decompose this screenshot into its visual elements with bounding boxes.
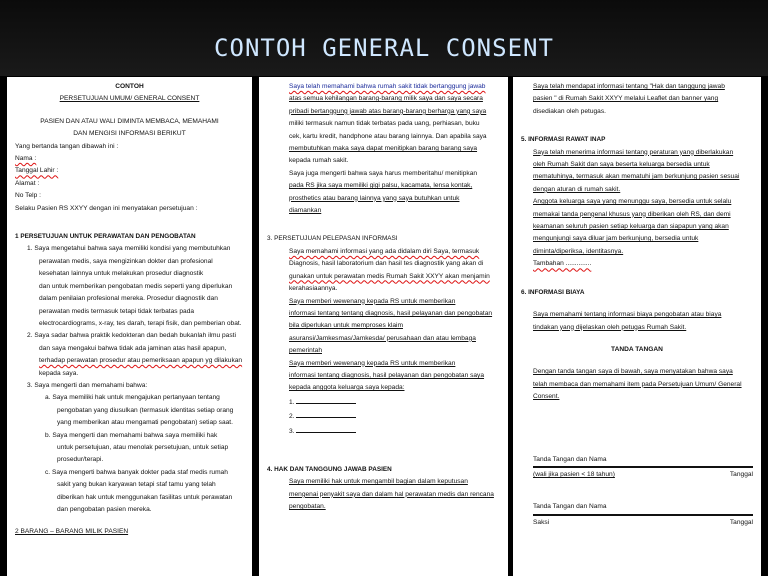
signature-block-1 <box>521 454 753 482</box>
text-line: disediakan oleh petugas. <box>533 107 606 115</box>
text-line: oleh Rumah Sakit dan saya beserta keluarga bersedia untuk <box>533 161 710 169</box>
text-line: miliki termasuk namun tidak terbatas pada uang, perhiasan, buku <box>289 120 480 128</box>
list-number: 3. <box>289 427 295 435</box>
signature-row <box>533 515 753 529</box>
list-number: 1. <box>289 398 295 406</box>
paragraph-signature <box>521 366 753 403</box>
text-line: informasi tentang diagnosis, hasil pelayanan dan pengobatan saya <box>289 371 485 379</box>
text-line: mengenai penyakit saya dan dalam hal perawatan medis dan rencana <box>289 490 494 498</box>
list-item <box>289 409 500 423</box>
paragraph-release <box>267 246 500 296</box>
list-item <box>289 424 500 438</box>
doc-header: CONTOH <box>115 83 144 90</box>
signature-label: (wali jika pasien < 18 tahun) <box>533 470 615 478</box>
text-line: Diagnosis, hasil laboratorium dan hasil tes diagnostik yang akan di <box>289 260 484 268</box>
document-page-2 <box>259 77 508 576</box>
date-label: Tanggal <box>729 518 753 526</box>
text-line: Saya memberi wewenang kepada RS untuk memberikan <box>289 359 456 367</box>
text-line: kepada anggota keluarga saya kepada: <box>289 384 405 392</box>
text-line: pribadi bertanggung jawab atas barang-barang berharga yang saya <box>289 107 487 115</box>
text-line: bila diperlukan untuk memproses klaim <box>289 322 403 330</box>
field-tanggal-lahir: Tanggal Lahir : <box>15 167 59 175</box>
text-line: membutuhkan maka saya dapat menitipkan barang barang saya <box>289 145 478 153</box>
paragraph-1 <box>15 243 244 330</box>
text-line: telah membaca dan memahami item pada Persetujuan Umum/ General <box>533 380 742 388</box>
text-line: perawatan medis, saya mengizinkan dokter dan profesional <box>39 257 213 265</box>
family-list <box>267 395 500 438</box>
paragraph-belongings <box>267 81 500 168</box>
text-line: yang memberikan atau mengamati pengobatan) setiap saat. <box>57 419 233 427</box>
text-line: Saya telah menerima informasi tentang peraturan yang diberlakukan <box>533 148 734 156</box>
text-line: diberikan hak untuk menggunakan fasilitas untuk perawatan <box>57 493 233 501</box>
text-line: diminta/diperiksa, identitasnya. <box>533 247 624 255</box>
text-line: kerahasiaannya. <box>289 285 338 293</box>
intro-line: DAN MENGISI INFORMASI BERIKUT <box>73 130 186 138</box>
paragraph-authority-2 <box>267 358 500 395</box>
text-line: kepada saya. <box>39 369 79 377</box>
text-line: pasien " di Rumah Sakit XXYY melalui Leaflet dan banner yang <box>533 95 719 103</box>
field-selaku: Selaku Pasien RS XXYY dengan ini menyatakan persetujuan : <box>15 204 198 212</box>
text-line: dengan aturan di rumah sakit. <box>533 185 621 193</box>
list-number: 2. <box>289 413 295 421</box>
paragraph-3: 3. Saya mengerti dan memahami bahwa: <box>27 381 148 389</box>
text-line: untuk persetujuan, atau menolak persetujuan, untuk setiap <box>57 443 229 451</box>
text-line: tindakan yang dijelaskan oleh petugas Rumah Sakit. <box>533 323 687 331</box>
paragraph-cost <box>521 309 753 334</box>
document-page-3 <box>513 77 761 576</box>
text-line: dalam penilaian profesional mereka. Prosedur diagnostik dan <box>39 295 218 303</box>
paragraph-3a <box>15 392 244 429</box>
text-line: asuransi/Jamkesmas/Jamkesda/ perusahaan dan atau lembaga <box>289 334 476 342</box>
paragraph-leaflet <box>521 81 753 118</box>
text-line: pengobatan. <box>289 503 326 511</box>
signed-statement: Yang bertanda tangan dibawah ini : <box>15 142 119 150</box>
text-line: pengobatan yang diusulkan (termasuk identitas setiap orang <box>57 406 234 414</box>
paragraph-valuables <box>267 168 500 218</box>
text-line: Saya telah mendapat informasi tentang "Hak dan tanggung jawab <box>533 83 725 90</box>
document-page-1 <box>7 77 252 576</box>
blank-line <box>296 424 356 433</box>
signature-title: Tanda Tangan dan Nama <box>533 454 753 467</box>
text-line: Saya memberi wewenang kepada RS untuk memberikan <box>289 297 456 305</box>
section-heading: 5. INFORMASI RAWAT INAP <box>521 136 606 144</box>
text-line: terhadap perawatan prosedur atau pemeriksaan apapun yg dilakukan <box>39 357 243 365</box>
section-heading: 4. HAK DAN TANGGUNG JAWAB PASIEN <box>267 465 392 473</box>
signature-block-2 <box>521 501 753 529</box>
text-line: dan saya mengakui bahwa tidak ada jaminan atas hasil apapun, <box>39 344 227 352</box>
text-line: diamankan <box>289 207 322 215</box>
paragraph-inpatient <box>521 147 753 197</box>
field-alamat: Alamat : <box>15 179 40 187</box>
text-line: keamanan seluruh pasien setiap keluarga dan siapapun yang akan <box>533 223 729 231</box>
text-line: dan untuk memberikan pengobatan medis seperti yang diperlukan <box>39 282 233 290</box>
blank-line <box>296 409 356 418</box>
text-line: Saya memahami informasi yang ada didalam diri Saya, termasuk <box>289 247 480 255</box>
text-line: mematuhinya, termasuk akan mematuhi jam berkunjung pasien sesuai <box>533 173 740 181</box>
slide-title: CONTOH GENERAL CONSENT <box>214 34 554 62</box>
text-line: Anggota keluarga saya yang menunggu saya, bersedia untuk selalu <box>533 198 732 206</box>
text-line: Consent. <box>533 393 560 401</box>
text-line: pada RS jika saya memiliki gigi palsu, kacamata, lensa kontak, <box>289 182 473 190</box>
signature-title: Tanda Tangan dan Nama <box>533 501 753 514</box>
text-line: Dengan tanda tangan saya di bawah, saya menyatakan bahwa saya <box>533 368 733 376</box>
paragraph-2 <box>15 330 244 380</box>
intro-line: PASIEN DAN ATAU WALI DIMINTA MEMBACA, MEMAHAMI <box>40 117 219 125</box>
text-line: pemerintah <box>289 347 322 355</box>
section-heading: 6. INFORMASI BIAYA <box>521 288 585 296</box>
text-line: electrocardiograms, x-ray, tes darah, terapi fisik, dan pemberian obat. <box>39 319 242 327</box>
paragraph-authority-1 <box>267 296 500 358</box>
text-line: atas semua kehilangan barang-barang milik saya dan saya secara <box>289 95 483 103</box>
text-line: gunakan untuk perawatan medis Rumah Sakit XXYY akan menjamin <box>289 272 490 280</box>
text-line: Saya juga mengerti bahwa saya harus memberitahu/ menitipkan <box>289 169 478 177</box>
text-line: c. Saya mengerti bahwa banyak dokter pada staf medis rumah <box>45 468 228 476</box>
text-line: Saya memahami tentang informasi biaya pengobatan atau biaya <box>533 311 722 319</box>
text-line: perawatan medis termasuk tetapi tidak terbatas pada <box>39 307 195 315</box>
text-line: cek, kartu kredit, handphone atau barang lainnya. Dan apabila saya <box>289 132 487 140</box>
text-line: Saya memiliki hak untuk mengambil bagian dalam keputusan <box>289 478 468 486</box>
paragraph-visitors <box>521 196 753 258</box>
doc-subheader: PERSETUJUAN UMUM/ GENERAL CONSENT <box>59 95 200 103</box>
text-line: 2. Saya sadar bahwa praktik kedokteran dan bedah bukanlah ilmu pasti <box>27 332 236 340</box>
text-line: mengunjungi saya diluar jam berkunjung, bersedia untuk <box>533 235 699 243</box>
text-line: prosedur/terapi. <box>57 456 104 464</box>
text-line: b. Saya mengerti dan memahami bahwa saya memiliki hak <box>45 431 218 439</box>
text-line: a. Saya memiliki hak untuk mengajukan pertanyaan tentang <box>45 394 220 402</box>
tambahan-line: Tambahan .............. <box>533 260 592 268</box>
date-label: Tanggal <box>729 470 753 478</box>
paragraph-rights <box>267 476 500 513</box>
field-telp: No Telp : <box>15 192 41 200</box>
section-heading: 3. PERSETUJUAN PELEPASAN INFORMASI <box>267 235 398 243</box>
text-line: informasi tentang tentang diagnosis, hasil pelayanan dan pengobatan <box>289 309 493 317</box>
paragraph-3c <box>15 467 244 517</box>
text-line: sakit yang bukan karyawan tetapi staf tamu yang telah <box>57 481 216 489</box>
field-nama: Nama : <box>15 155 37 163</box>
text-line: memakai tanda pengenal khusus yang diberikan oleh RS, dan demi <box>533 210 731 218</box>
text-line: kepada rumah sakit. <box>289 157 349 165</box>
blank-line <box>296 395 356 404</box>
signature-heading: TANDA TANGAN <box>611 345 663 353</box>
paragraph-3b <box>15 430 244 467</box>
text-line: kesehatan lainnya untuk melakukan prosedur diagnostik <box>39 270 204 278</box>
text-line: 1. Saya mengetahui bahwa saya memiliki kondisi yang membutuhkan <box>27 245 231 253</box>
signature-row <box>533 467 753 481</box>
text-line: Saya telah memahami bahwa rumah sakit tidak bertanggung jawab <box>289 83 486 90</box>
witness-label: Saksi <box>533 518 550 526</box>
section-heading: 1 PERSETUJUAN UNTUK PERAWATAN DAN PENGOBATAN <box>15 233 196 241</box>
section-heading: 2 BARANG – BARANG MILIK PASIEN <box>15 528 129 536</box>
text-line: prosthetics atau barang lainnya yang saya butuhkan untuk <box>289 194 460 202</box>
text-line: dan pengobatan pasien mereka. <box>57 506 152 513</box>
list-item <box>289 395 500 409</box>
